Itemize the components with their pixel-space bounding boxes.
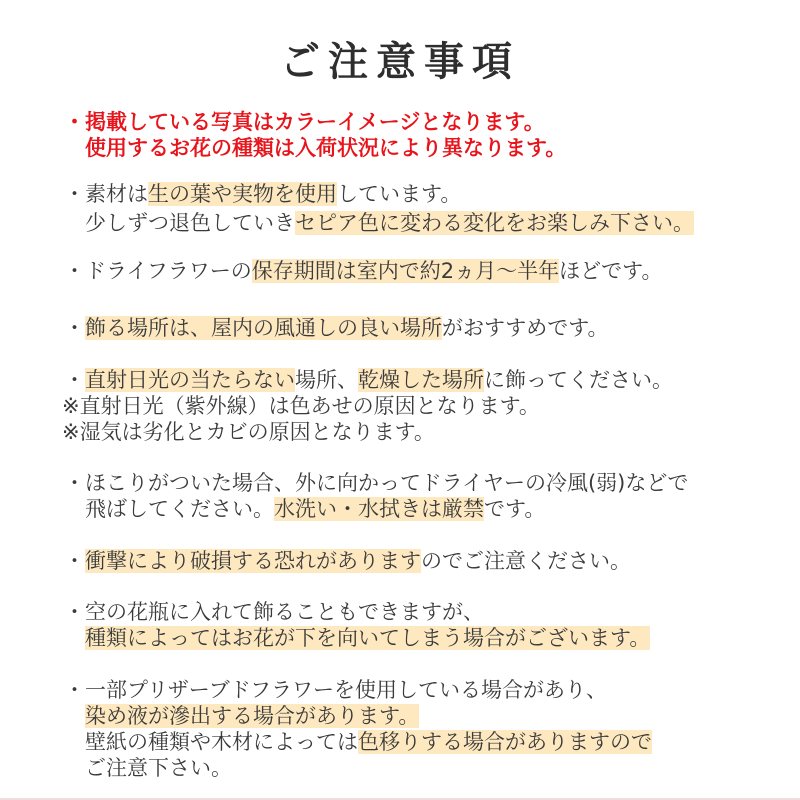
note-line [64,548,631,574]
note-text: ・一部プリザーブドフラワーを使用している場合があり、 [64,678,608,702]
note-line [64,258,662,284]
highlighted-text: 直射日光の当たらない [85,368,295,392]
note-line [64,367,673,393]
note-line [64,677,607,703]
highlighted-text: 飾る場所は、屋内の風通しの良い場所 [85,316,442,340]
note-line [64,755,232,781]
note-text [64,626,85,650]
note-text: ・ [64,316,85,340]
note-line [64,599,484,625]
note-text: ※直射日光（紫外線）は色あせの原因となります。 [62,394,540,418]
note-line [64,496,545,522]
note-line [62,393,540,419]
note-text: です。 [484,497,546,521]
note-text: 使用するお花の種類は入荷状況により異なります。 [64,136,567,160]
note-text: に飾ってください。 [484,368,673,392]
highlighted-text: 染め液が滲出する場合があります。 [85,704,420,728]
highlighted-text: 色移りする場合がありますので [358,730,652,754]
note-line [64,315,609,341]
highlighted-text: 種類によってはお花が下を向いてしまう場合がございます。 [85,626,651,650]
note-line [64,210,694,236]
highlighted-text: 保存期間は室内で約2ヵ月～半年 [251,259,560,283]
note-line [64,729,652,755]
note-line [64,181,461,207]
note-line [64,703,419,729]
note-text: ・空の花瓶に入れて飾ることもできますが、 [64,600,484,624]
page-title: ご注意事項 [280,39,520,85]
highlighted-text: 衝撃により破損する恐れがあります [85,549,421,573]
note-line [62,419,435,445]
note-line [64,470,688,496]
highlighted-text: 乾燥した場所 [358,368,484,392]
note-text: ・素材は [64,182,148,206]
note-text: のでご注意ください。 [421,549,631,573]
note-text: 飛ばしてください。 [64,497,274,521]
highlighted-text: 水洗い・水拭きは厳禁 [274,497,484,521]
highlighted-text: セピア色に変わる変化をお楽しみ下さい。 [295,211,694,235]
note-text: ・ [64,549,85,573]
note-text: ・ほこりがついた場合、外に向かってドライヤーの冷風(弱)などで [64,471,689,495]
note-text: ほどです。 [559,259,663,283]
note-text: 壁紙の種類や木材によっては [64,730,358,754]
note-text [64,704,85,728]
note-text: 少しずつ退色していき [64,211,295,235]
note-text: ・ドライフラワーの [64,259,252,283]
warning-line [64,135,566,161]
note-line [64,625,650,651]
highlighted-text: 生の葉や実物を使用 [148,182,337,206]
note-text: ・掲載している写真はカラーイメージとなります。 [64,110,545,134]
note-text: しています。 [337,182,462,206]
note-text: ・ [64,368,85,392]
note-text: がおすすめです。 [442,316,609,340]
note-text: ご注意下さい。 [64,756,232,780]
warning-line [64,109,545,135]
note-text: 場所、 [295,368,358,392]
note-text: ※湿気は劣化とカビの原因となります。 [62,420,435,444]
